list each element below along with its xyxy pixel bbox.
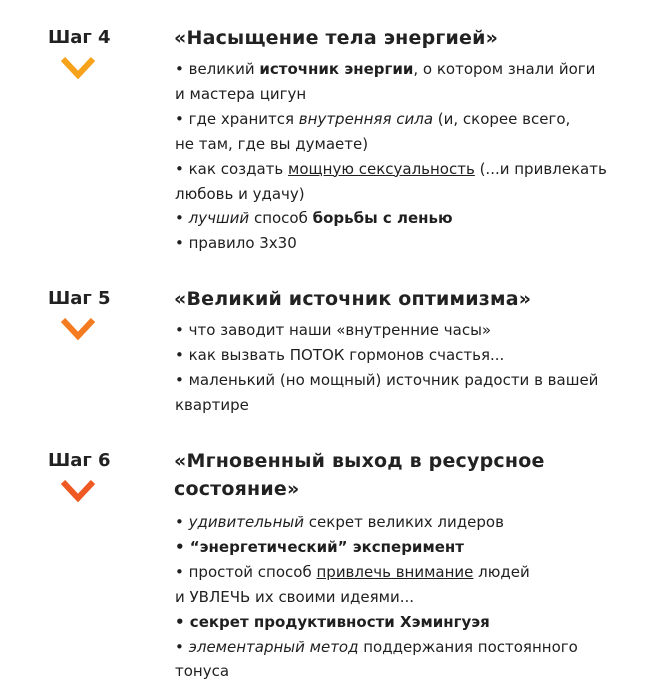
list-item: [175, 560, 615, 610]
item-text: • что заводит наши «внутренние часы»: [175, 321, 492, 339]
item-text: • простой способ: [175, 562, 317, 581]
item-text: • маленький (но мощный) источник радости в вашей: [175, 370, 599, 389]
step-title: «Великий источник оптимизма»: [174, 288, 532, 310]
chevron-down-icon: [60, 57, 96, 79]
italic-text: лучший: [188, 209, 250, 228]
list-item: [175, 510, 615, 535]
chevron-down-icon: [60, 480, 96, 502]
list-item: [175, 635, 615, 685]
item-text: любовь и удачу): [175, 184, 305, 203]
item-text: • как вызвать ПОТОК гормонов счастья...: [175, 345, 505, 364]
item-text: секрет великих лидеров: [304, 513, 504, 531]
list-item: [175, 157, 615, 207]
item-text: •: [175, 209, 189, 228]
item-text: тонуса: [175, 662, 230, 681]
item-text: • как создать: [175, 159, 289, 178]
list-item: [175, 610, 615, 635]
step-items: [175, 57, 615, 256]
step-label: Шаг 5: [48, 288, 111, 309]
step-label: Шаг 6: [48, 450, 111, 471]
item-text: •: [175, 513, 189, 531]
step-items: [175, 510, 615, 684]
item-text: и мастера цигун: [175, 84, 307, 103]
list-item: [175, 343, 615, 368]
list-item: [175, 318, 615, 343]
item-text: квартире: [175, 395, 249, 414]
chevron-down-icon: [60, 318, 96, 340]
italic-text: удивительный: [188, 513, 305, 531]
list-item: [175, 206, 615, 231]
list-item: [175, 368, 615, 418]
underlined-text: мощную сексуальность: [288, 159, 475, 178]
step-title: «Мгновенный выход в ресурсное состояние»: [174, 450, 545, 500]
item-text: и УВЛЕЧЬ их своими идеями...: [175, 587, 415, 606]
bold-text: • “энергетический” эксперимент: [175, 537, 464, 556]
item-text: поддержания постоянного: [358, 637, 578, 656]
item-text: • правило 3х30: [175, 234, 297, 253]
item-text: способ: [249, 209, 313, 228]
bold-text: борьбы с ленью: [312, 209, 453, 228]
bold-text: • секрет продуктивности Хэмингуэя: [175, 612, 490, 631]
italic-text: внутренняя сила: [298, 109, 434, 128]
step-title: «Насыщение тела энергией»: [174, 27, 499, 49]
list-item: [175, 231, 615, 256]
underlined-text: привлечь внимание: [316, 562, 474, 581]
item-text: (...и привлекать: [474, 159, 607, 178]
step-label: Шаг 4: [48, 27, 111, 48]
step-items: [175, 318, 615, 418]
item-text: •: [175, 637, 189, 656]
bold-text: источник энергии: [259, 60, 414, 78]
italic-text: элементарный метод: [188, 637, 359, 656]
item-text: (и, скорее всего,: [433, 109, 571, 128]
item-text: людей: [473, 562, 530, 581]
item-text: • великий: [175, 60, 260, 78]
item-text: • где хранится: [175, 109, 299, 128]
list-item: [175, 535, 615, 560]
item-text: не там, где вы думаете): [175, 134, 369, 153]
list-item: [175, 107, 615, 157]
item-text: , о котором знали йоги: [413, 60, 596, 78]
list-item: [175, 57, 615, 107]
